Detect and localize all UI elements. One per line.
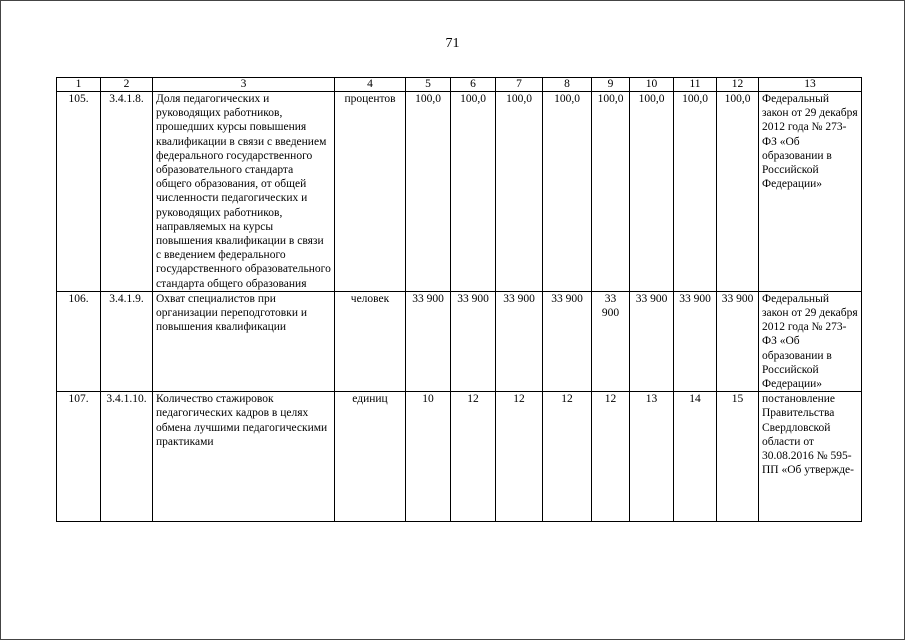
indicator-name: Доля педагогических и руководящих работников, прошедших курсы повышения квалификации в связи с введением федерального государственного образовательного стандарта общего образования, от общей численности педагогических и руководящих работников, направляемых на курсы повышения квалификации в связи с введением федерального государственного образовательного стандарта общего образования: [153, 92, 335, 292]
col-header: 5: [406, 78, 451, 92]
value-cell: 33 900: [717, 291, 759, 391]
unit: единиц: [335, 392, 406, 522]
indicator-code: 3.4.1.9.: [101, 291, 153, 391]
value-cell: 33 900: [630, 291, 674, 391]
page-number: 71: [445, 36, 460, 51]
value-cell: 33 900: [543, 291, 592, 391]
value-cell: 12: [543, 392, 592, 522]
value-cell: 100,0: [543, 92, 592, 292]
legal-basis: постановление Правительства Свердловской области от 30.08.2016 № 595-ПП «Об утвержде-: [759, 392, 862, 522]
value-cell: 15: [717, 392, 759, 522]
row-number: 105.: [57, 92, 101, 292]
col-header: 13: [759, 78, 862, 92]
col-header: 1: [57, 78, 101, 92]
value-cell: 13: [630, 392, 674, 522]
value-cell: 12: [451, 392, 496, 522]
indicators-table: [56, 77, 862, 522]
col-header: 12: [717, 78, 759, 92]
col-header: 2: [101, 78, 153, 92]
col-header: 7: [496, 78, 543, 92]
value-cell: 12: [592, 392, 630, 522]
legal-basis: Федеральный закон от 29 декабря 2012 года № 273-ФЗ «Об образовании в Российской Федерации»: [759, 92, 862, 292]
value-cell: 100,0: [406, 92, 451, 292]
indicator-code: 3.4.1.10.: [101, 392, 153, 522]
value-cell: 100,0: [592, 92, 630, 292]
table-row: [57, 92, 862, 292]
value-cell: 14: [674, 392, 717, 522]
value-cell: 100,0: [451, 92, 496, 292]
row-number: 107.: [57, 392, 101, 522]
value-cell: 100,0: [674, 92, 717, 292]
value-cell: 33 900: [451, 291, 496, 391]
value-cell: 100,0: [717, 92, 759, 292]
value-cell: 10: [406, 392, 451, 522]
col-header: 6: [451, 78, 496, 92]
col-header: 11: [674, 78, 717, 92]
col-header: 10: [630, 78, 674, 92]
value-cell: 33 900: [496, 291, 543, 391]
indicator-code: 3.4.1.8.: [101, 92, 153, 292]
row-number: 106.: [57, 291, 101, 391]
header-row: [57, 78, 862, 92]
value-cell: 100,0: [496, 92, 543, 292]
col-header: 4: [335, 78, 406, 92]
legal-basis: Федеральный закон от 29 декабря 2012 года № 273-ФЗ «Об образовании в Российской Федерации»: [759, 291, 862, 391]
indicator-name: Охват специалистов при организации переподготовки и повышения квалификации: [153, 291, 335, 391]
value-cell: 33 900: [406, 291, 451, 391]
value-cell: 100,0: [630, 92, 674, 292]
table-row: [57, 392, 862, 522]
col-header: 9: [592, 78, 630, 92]
table-row: [57, 291, 862, 391]
indicator-name: Количество стажировок педагогических кадров в целях обмена лучшими педагогическими практиками: [153, 392, 335, 522]
value-cell: 12: [496, 392, 543, 522]
col-header: 3: [153, 78, 335, 92]
value-cell: 33 900: [592, 291, 630, 391]
col-header: 8: [543, 78, 592, 92]
unit: человек: [335, 291, 406, 391]
value-cell: 33 900: [674, 291, 717, 391]
unit: процентов: [335, 92, 406, 292]
